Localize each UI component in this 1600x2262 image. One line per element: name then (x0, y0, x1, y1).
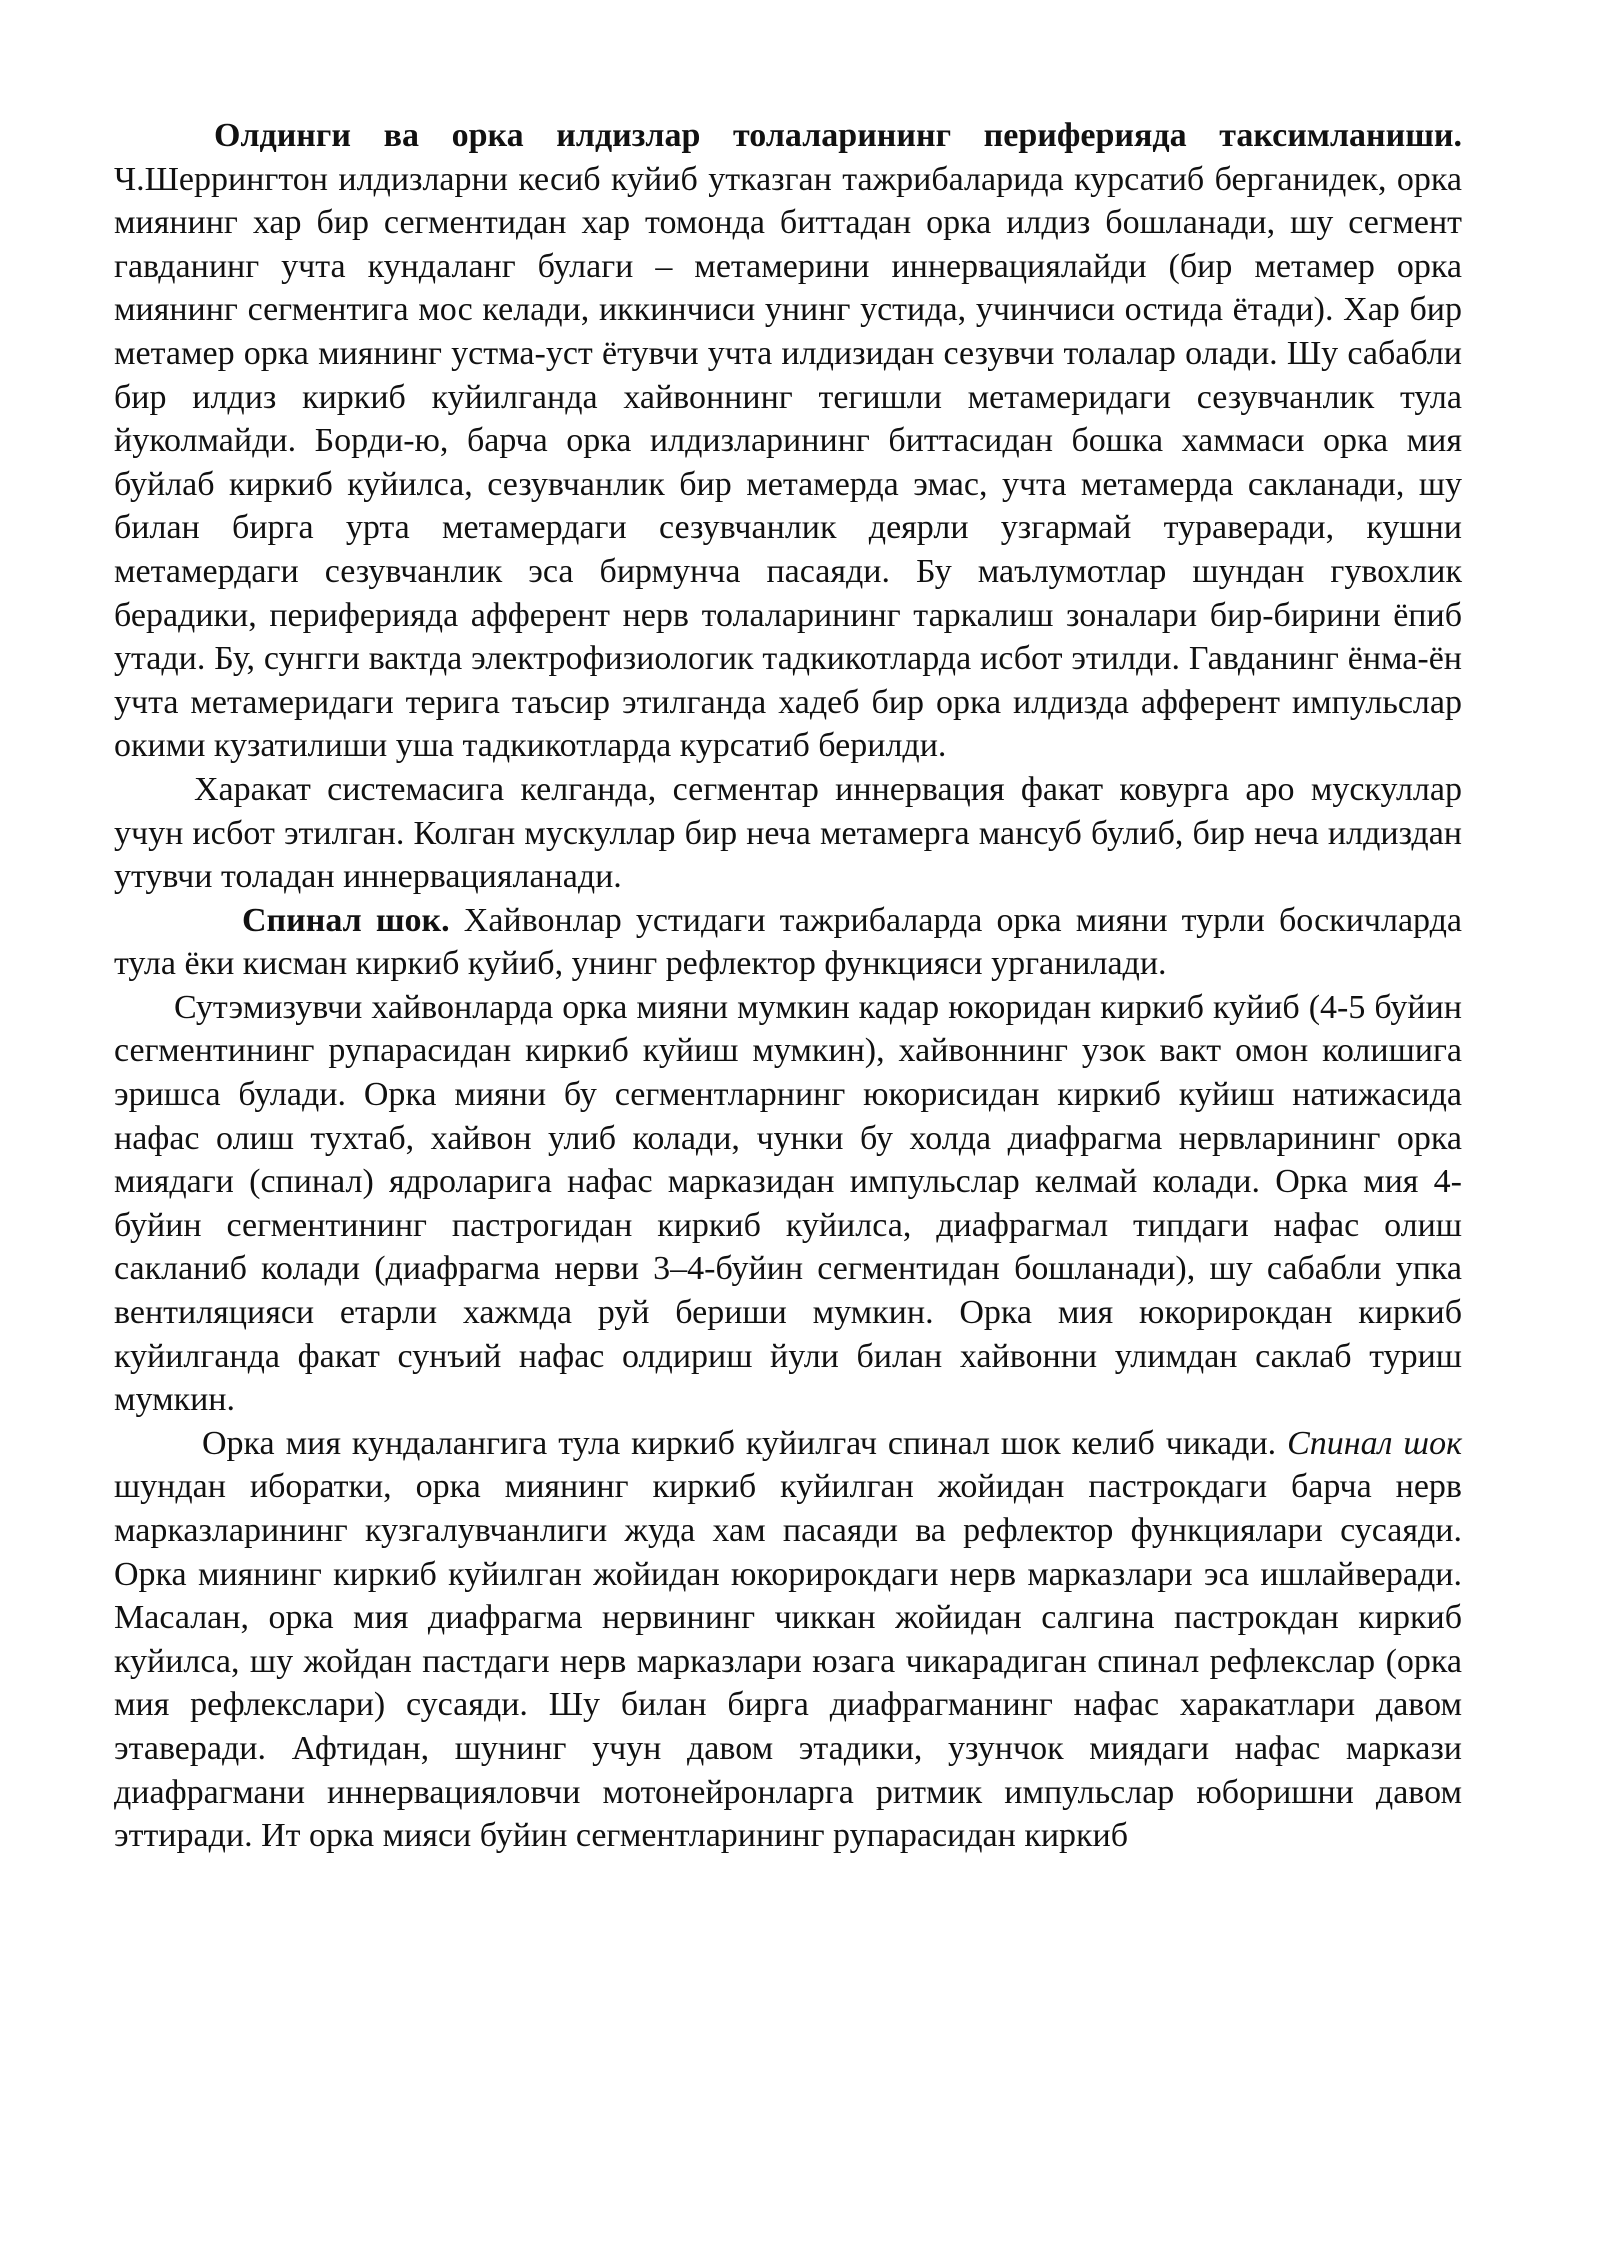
section-heading-root-distribution: Олдинги ва орка илдизлар толаларининг периферияда таксимланиши. (214, 117, 1462, 154)
paragraph-text: Хайвонлар устидаги тажрибаларда орка мияни турли боскичларда тула ёки кисман киркиб куйиб, унинг рефлектор функцияси урганилади. (114, 901, 1462, 983)
paragraph-text: Харакат системасига келганда, сегментар иннервация факат ковурга аро мускуллар учун исбот этилган. Колган мускуллар бир неча метамерга мансуб булиб, бир неча илдиздан утувчи толадан иннервацияланади. (114, 770, 1462, 896)
paragraph-lead-text: Орка мия кундалангига тула киркиб куйилгач спинал шок келиб чикади. (202, 1424, 1288, 1462)
document-page (114, 114, 1462, 1858)
paragraph-text: Сутэмизувчи хайвонларда орка мияни мумкин кадар юкоридан киркиб куйиб (4-5 буйин сегментининг рупарасидан киркиб куйиш мумкин), хайвоннинг узок вакт омон колишига эришса булади. Орка мияни бу сегментларнинг юкорисидан киркиб куйиш натижасида нафас олиш тухтаб, хайвон улиб колади, чунки бу холда диафрагма нервларининг орка миядаги (спинал) ядроларига нафас марказидан импульслар келмай колади. Орка мия 4-буйин сегментининг пастрогидан киркиб куйилса, диафрагмал типдаги нафас олиш сакланиб колади (диафрагма нерви 3–4-буйин сегментидан бошланади), шу сабабли упка вентиляцияси етарли хажмда руй бериши мумкин. Орка мия юкорирокдан киркиб куйилганда факат сунъий нафас олдириш йули билан хайвонни улимдан саклаб туриш мумкин. (114, 988, 1462, 1419)
term-spinal-shock: Спинал шок (1287, 1424, 1462, 1462)
paragraph-text: шундан иборатки, орка миянинг киркиб куйилган жойидан пастрокдаги барча нерв марказларининг кузгалувчанлиги жуда хам пасаяди ва рефлектор функциялари сусаяди. Орка миянинг киркиб куйилган жойидан юкорирокдаги нерв марказлари эса ишлайверади. Масалан, орка мия диафрагма нервининг чиккан жойидан салгина пастрокдан киркиб куйилса, шу жойдан пастдаги нерв марказлари юзага чикарадиган спинал рефлекслар (орка мия рефлекслари) сусаяди. Шу билан бирга диафрагманинг нафас харакатлари давом этаверади. Афтидан, шунинг учун давом этадики, узунчок миядаги нафас маркази диафрагмани иннервацияловчи мотонейронларга ритмик импульслар юборишни давом эттиради. Ит орка мияси буйин сегментларининг рупарасидан киркиб (114, 1468, 1462, 1855)
paragraph-spinal-shock-intro (114, 899, 1462, 986)
paragraph-spinal-shock-definition (114, 1422, 1462, 1858)
paragraph-text: Ч.Шеррингтон илдизларни кесиб куйиб утказган тажрибаларида курсатиб берганидек, орка миянинг хар бир сегментидан хар томонда биттадан орка илдиз бошланади, шу сегмент гавданинг учта кундаланг булаги – метамерини иннервациялайди (бир метамер орка миянинг сегментига мос келади, иккинчиси унинг устида, учинчиси остида ётади). Хар бир метамер орка миянинг устма-уст ётувчи учта илдизидан сезувчи толалар олади. Шу сабабли бир илдиз киркиб куйилганда хайвоннинг тегишли метамеридаги сезувчанлик тула йуколмайди. Борди-ю, барча орка илдизларининг биттасидан бошка хаммаси орка мия буйлаб киркиб куйилса, сезувчанлик бир метамерда эмас, учта метамерда сакланади, шу билан бирга урта метамердаги сезувчанлик деярли узгармай тураверади, кушни метамердаги сезувчанлик эса бирмунча пасаяди. Бу маълумотлар шундан гувохлик берадики, периферияда афферент нерв толаларининг таркалиш зоналари бир-бирини ёпиб утади. Бу, сунгги вактда электрофизиологик тадкикотларда исбот этилди. Гавданинг ёнма-ён учта метамеридаги терига таъсир этилганда хадеб бир орка илдизда афферент импульслар окими кузатилиши уша тадкикотларда курсатиб берилди. (114, 160, 1462, 765)
paragraph-root-distribution (114, 114, 1462, 768)
paragraph-mammals (114, 986, 1462, 1422)
section-heading-spinal-shock: Спинал шок. (242, 901, 450, 939)
paragraph-motor-system (114, 768, 1462, 899)
